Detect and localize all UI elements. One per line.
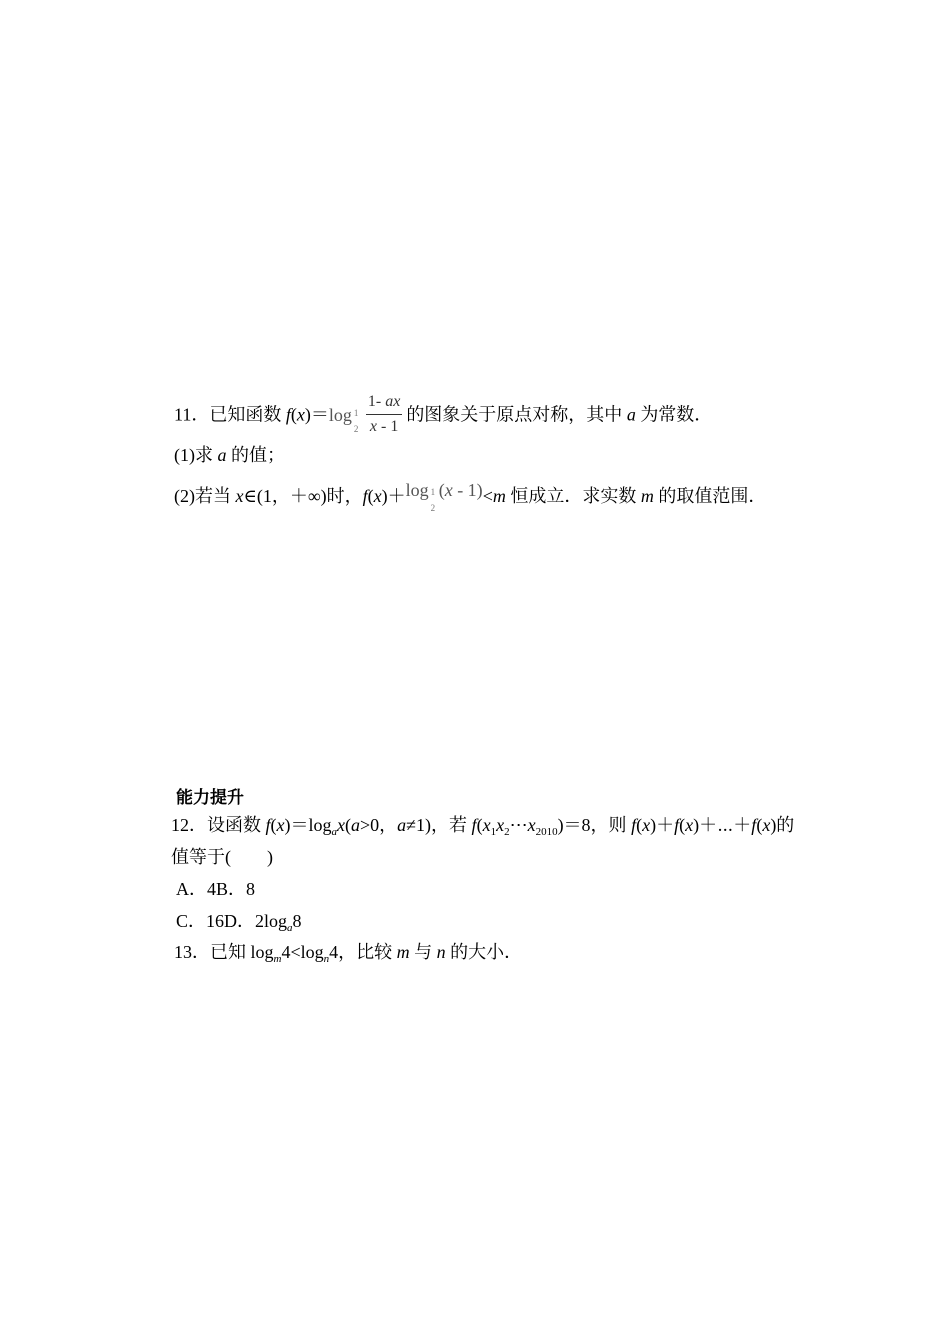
q12-line1: 12．设函数 $f(x)=\log_ax(a>0$，a≠1)，若 $f(x_1x_2\cdots x_{2010})=8$，则 f(x)＋f(x)＋⋯＋f(x)的 <box>171 815 795 838</box>
q12-options-cd <box>176 910 302 939</box>
log-half: log 1 2 <box>328 404 359 434</box>
q13-line: 13．已知 $\log_m4<\log_n4$，比较 m 与 n 的大小． <box>174 942 523 965</box>
q13-number: 13． <box>174 942 210 962</box>
option-c: C．16 <box>176 911 225 931</box>
section-title: 能力提升 <box>176 788 244 808</box>
option-d: D．$2\log_a8$ <box>224 911 302 934</box>
q11-number: 11． <box>174 404 210 425</box>
q12-line2: 值等于( ) <box>171 847 273 867</box>
log-fraction: $\frac{1- ax}{x - 1}$ <box>367 393 401 435</box>
q12-number: 12． <box>171 815 207 835</box>
option-a: A．4 <box>176 879 216 899</box>
log-half-2: log 1 2 (x - 1) <box>405 480 483 513</box>
q11-part2: (2)若当 x∈(1，＋∞)时，f(x)＋log 1 2 (x - 1)<m 恒成立．求实数 m 的取值范围． <box>174 480 767 513</box>
option-b: B．8 <box>216 879 256 899</box>
q12-options-ab <box>176 878 255 900</box>
q11-part1: (1)求 a 的值； <box>174 445 285 465</box>
q11-line1: 11．已知函数 f(x)＝log 1 2 $\frac{1- ax}{x - 1}$ 的图象关于原点对称，其中 a 为常数． <box>174 393 713 435</box>
